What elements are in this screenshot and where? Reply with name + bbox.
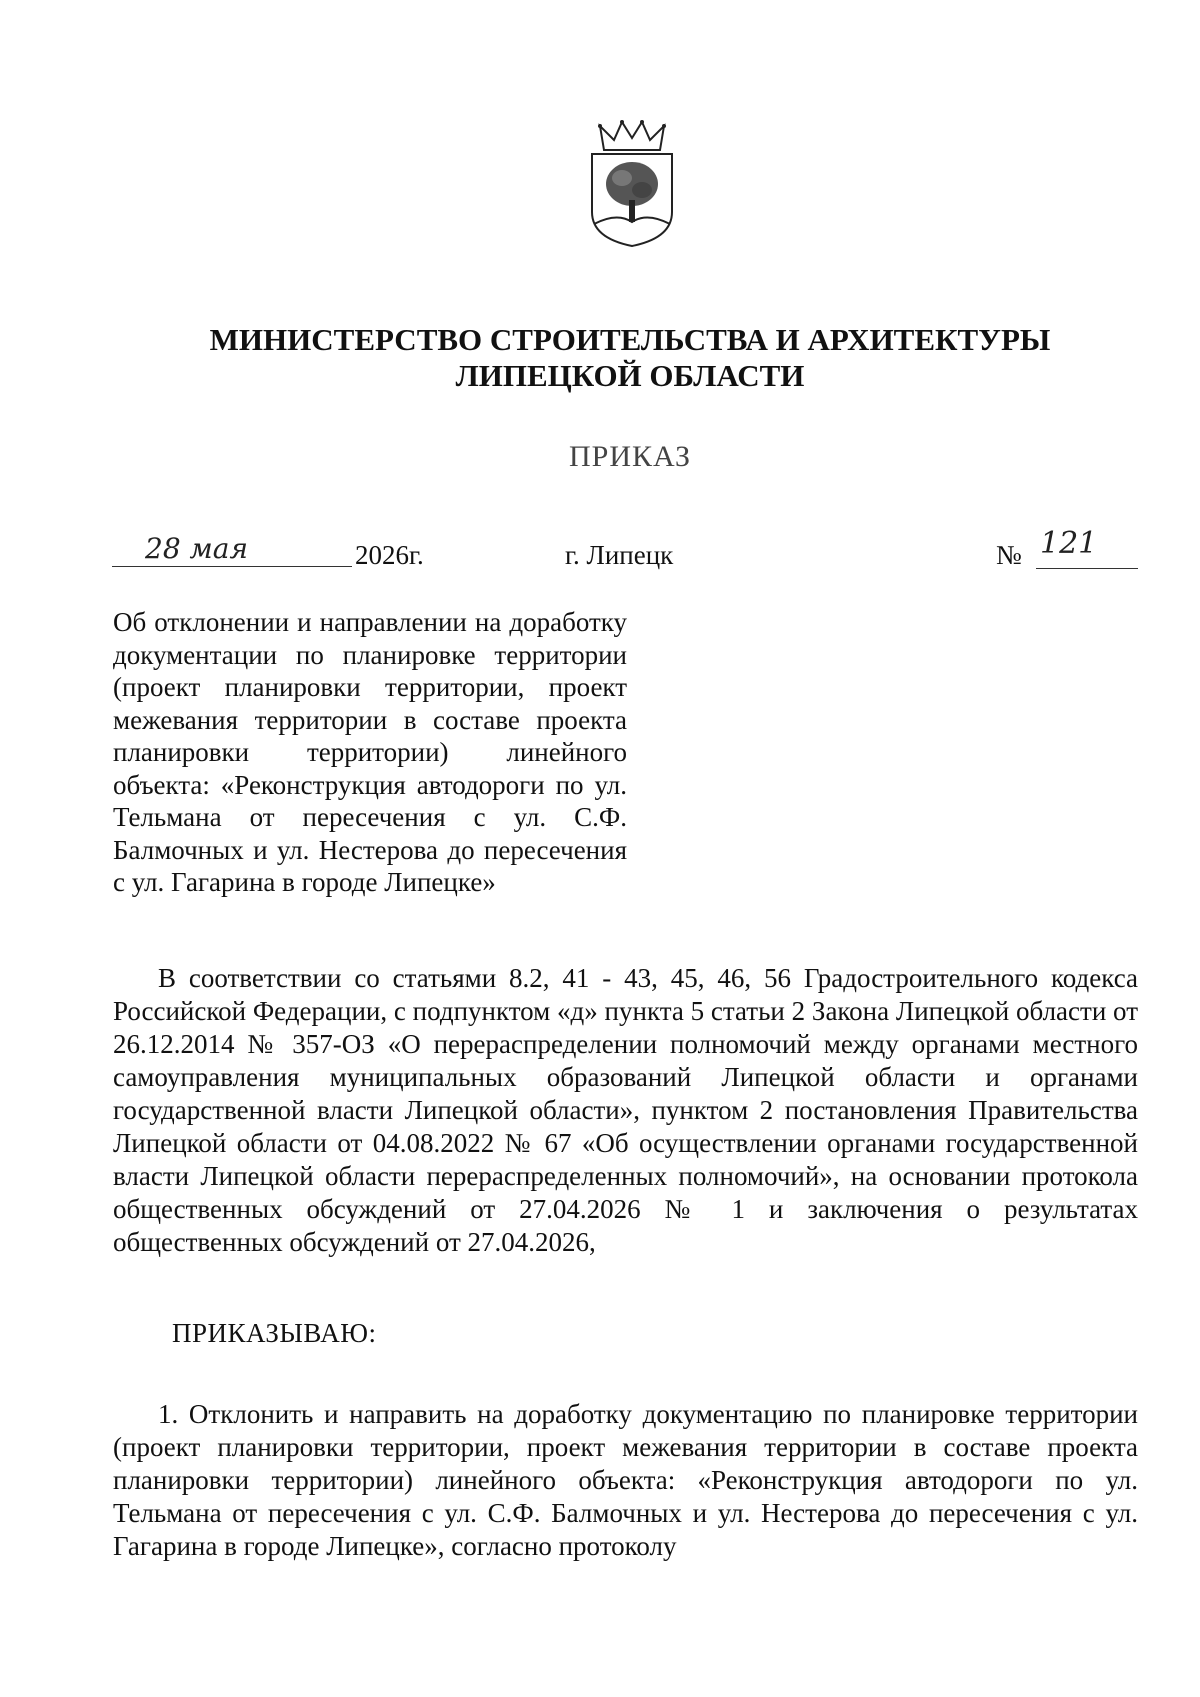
date-handwritten: 28 мая <box>145 532 248 565</box>
number-sign: № <box>996 540 1022 570</box>
date-year: 2026г. <box>355 540 424 570</box>
preamble-paragraph: В соответствии со статьями 8.2, 41 - 43, 45, 46, 56 Градостроительного кодекса Российской Федерации, с подпунктом «д» пункта 5 статьи 2 Закона Липецкой области от 26.12.2014 № 357-ОЗ «О перераспределении полномочий между органами местного самоуправления муниципальных образований Липецкой области и органами государственной власти Липецкой области», пунктом 2 постановления Правительства Липецкой области от 04.08.2022 № 67 «Об осуществлении органами государственной власти Липецкой области перераспределенных полномочий», на основании протокола общественных обсуждений от 27.04.2026 № 1 и заключения о результатах общественных обсуждений от 27.04.2026, <box>113 963 1138 1257</box>
order-directive: ПРИКАЗЫВАЮ: <box>172 1318 377 1348</box>
ministry-name-line-1: МИНИСТЕРСТВО СТРОИТЕЛЬСТВА И АРХИТЕКТУРЫ <box>209 322 1051 357</box>
city: г. Липецк <box>565 540 674 570</box>
number-handwritten: 121 <box>1040 526 1098 561</box>
ministry-name <box>0 322 1200 394</box>
coat-of-arms-icon <box>582 120 682 248</box>
document-type: ПРИКАЗ <box>569 440 691 473</box>
order-item-1: 1. Отклонить и направить на доработку документацию по планировке территории (проект планировки территории, проект межевания территории в составе проекта планировки территории) линейного объекта: «Реконструкция автодороги по ул. Тельмана от пересечения с ул. С.Ф. Балмочных и ул. Нестерова до пересечения с ул. Гагарина в городе Липецке», согласно протоколу <box>113 1399 1138 1561</box>
ministry-name-line-2: ЛИПЕЦКОЙ ОБЛАСТИ <box>455 358 805 393</box>
order-subject: Об отклонении и направлении на доработку документации по планировке территории (проект планировки территории, проект межевания территории в составе проекта планировки территории) линейного объекта: «Реконструкция автодороги по ул. Тельмана от пересечения с ул. С.Ф. Балмочных и ул. Нестерова до пересечения с ул. Гагарина в городе Липецке» <box>113 607 627 897</box>
